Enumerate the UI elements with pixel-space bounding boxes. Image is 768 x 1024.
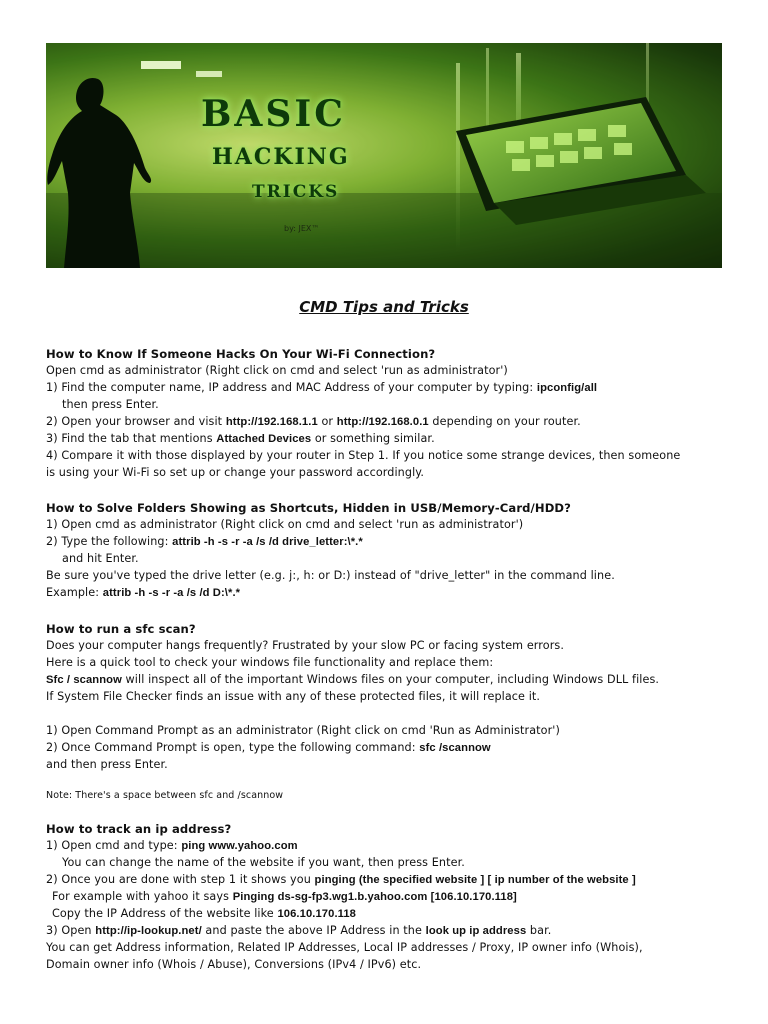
text-line: Open cmd as administrator (Right click on cmd and select 'run as administrator') [46, 364, 508, 377]
text-line: Example: attrib -h -s -r -a /s /d D:\*.* [46, 586, 241, 599]
banner-byline: by: JEX™ [284, 224, 320, 233]
section-heading-shortcuts: How to Solve Folders Showing as Shortcuts, Hidden in USB/Memory-Card/HDD? [46, 501, 571, 515]
command-text: sfc /scannow [419, 742, 491, 754]
note-text: Note: There's a space between sfc and /scannow [46, 790, 284, 801]
text-line: 3) Open http://ip-lookup.net/ and paste the above IP Address in the look up ip address bar. [46, 924, 552, 937]
router-url: http://192.168.0.1 [336, 416, 429, 428]
text-line: Does your computer hangs frequently? Frustrated by your slow PC or facing system errors. [46, 639, 564, 652]
command-text: ipconfig/all [536, 382, 598, 394]
bold-term: Attached Devices [216, 433, 312, 445]
text-line: 3) Find the tab that mentions Attached Devices or something similar. [46, 432, 435, 445]
text-line: You can get Address information, Related IP Addresses, Local IP addresses / Proxy, IP owner info (Whois), [46, 941, 643, 954]
text-line: 1) Open cmd and type: ping www.yahoo.com [46, 839, 298, 852]
command-text: Sfc / scannow [46, 674, 122, 686]
command-text: attrib -h -s -r -a /s /d D:\*.* [102, 587, 241, 599]
bold-term: look up ip address [425, 925, 527, 937]
text-line: and hit Enter. [62, 552, 139, 565]
text-line: Be sure you've typed the drive letter (e.g. j:, h: or D:) instead of "drive_letter" in the command line. [46, 569, 615, 582]
text-line: 1) Open Command Prompt as an administrator (Right click on cmd 'Run as Administrator') [46, 724, 560, 737]
text-line: 2) Open your browser and visit http://192.168.1.1 or http://192.168.0.1 depending on your router. [46, 415, 581, 428]
text-line: 2) Once you are done with step 1 it shows you pinging (the specified website ] [ ip number of the website ] [46, 873, 636, 886]
text-line: then press Enter. [62, 398, 159, 411]
banner-title-tricks: TRICKS [252, 182, 340, 202]
text-line: Here is a quick tool to check your windows file functionality and replace them: [46, 656, 494, 669]
command-text: attrib -h -s -r -a /s /d drive_letter:\*.* [172, 536, 363, 548]
command-text: ping www.yahoo.com [181, 840, 298, 852]
section-heading-sfc: How to run a sfc scan? [46, 622, 196, 636]
bold-term: pinging (the specified website ] [ ip number of the website ] [314, 874, 636, 886]
text-line: is using your Wi-Fi so set up or change your password accordingly. [46, 466, 425, 479]
text-line: Domain owner info (Whois / Abuse), Conversions (IPv4 / IPv6) etc. [46, 958, 422, 971]
text-line: 2) Once Command Prompt is open, type the following command: sfc /scannow [46, 741, 491, 754]
text-line: 4) Compare it with those displayed by your router in Step 1. If you notice some strange devices, then someone [46, 449, 681, 462]
text-line: You can change the name of the website if you want, then press Enter. [62, 856, 465, 869]
text-line: 1) Find the computer name, IP address and MAC Address of your computer by typing: ipconfig/all [46, 381, 598, 394]
section-heading-track-ip: How to track an ip address? [46, 822, 232, 836]
ip-address-text: 106.10.170.118 [277, 908, 357, 920]
text-line: and then press Enter. [46, 758, 168, 771]
text-line: Sfc / scannow will inspect all of the important Windows files on your computer, including Windows DLL files. [46, 673, 660, 686]
lookup-url: http://ip-lookup.net/ [95, 925, 202, 937]
text-line: 2) Type the following: attrib -h -s -r -a /s /d drive_letter:\*.* [46, 535, 363, 548]
text-line: If System File Checker finds an issue with any of these protected files, it will replace it. [46, 690, 541, 703]
text-line: 1) Open cmd as administrator (Right click on cmd and select 'run as administrator') [46, 518, 524, 531]
document-title: CMD Tips and Tricks [299, 298, 469, 316]
banner-artwork [46, 43, 722, 268]
router-url: http://192.168.1.1 [225, 416, 318, 428]
banner-title-hacking: HACKING [212, 144, 350, 170]
banner-title-basic: BASIC [201, 93, 346, 135]
bold-term: Pinging ds-sg-fp3.wg1.b.yahoo.com [106.10.170.118] [232, 891, 517, 903]
section-heading-wifi: How to Know If Someone Hacks On Your Wi-Fi Connection? [46, 347, 436, 361]
header-banner-image [46, 43, 722, 268]
text-line: Copy the IP Address of the website like 106.10.170.118 [52, 907, 357, 920]
text-line: For example with yahoo it says Pinging ds-sg-fp3.wg1.b.yahoo.com [106.10.170.118] [52, 890, 517, 903]
